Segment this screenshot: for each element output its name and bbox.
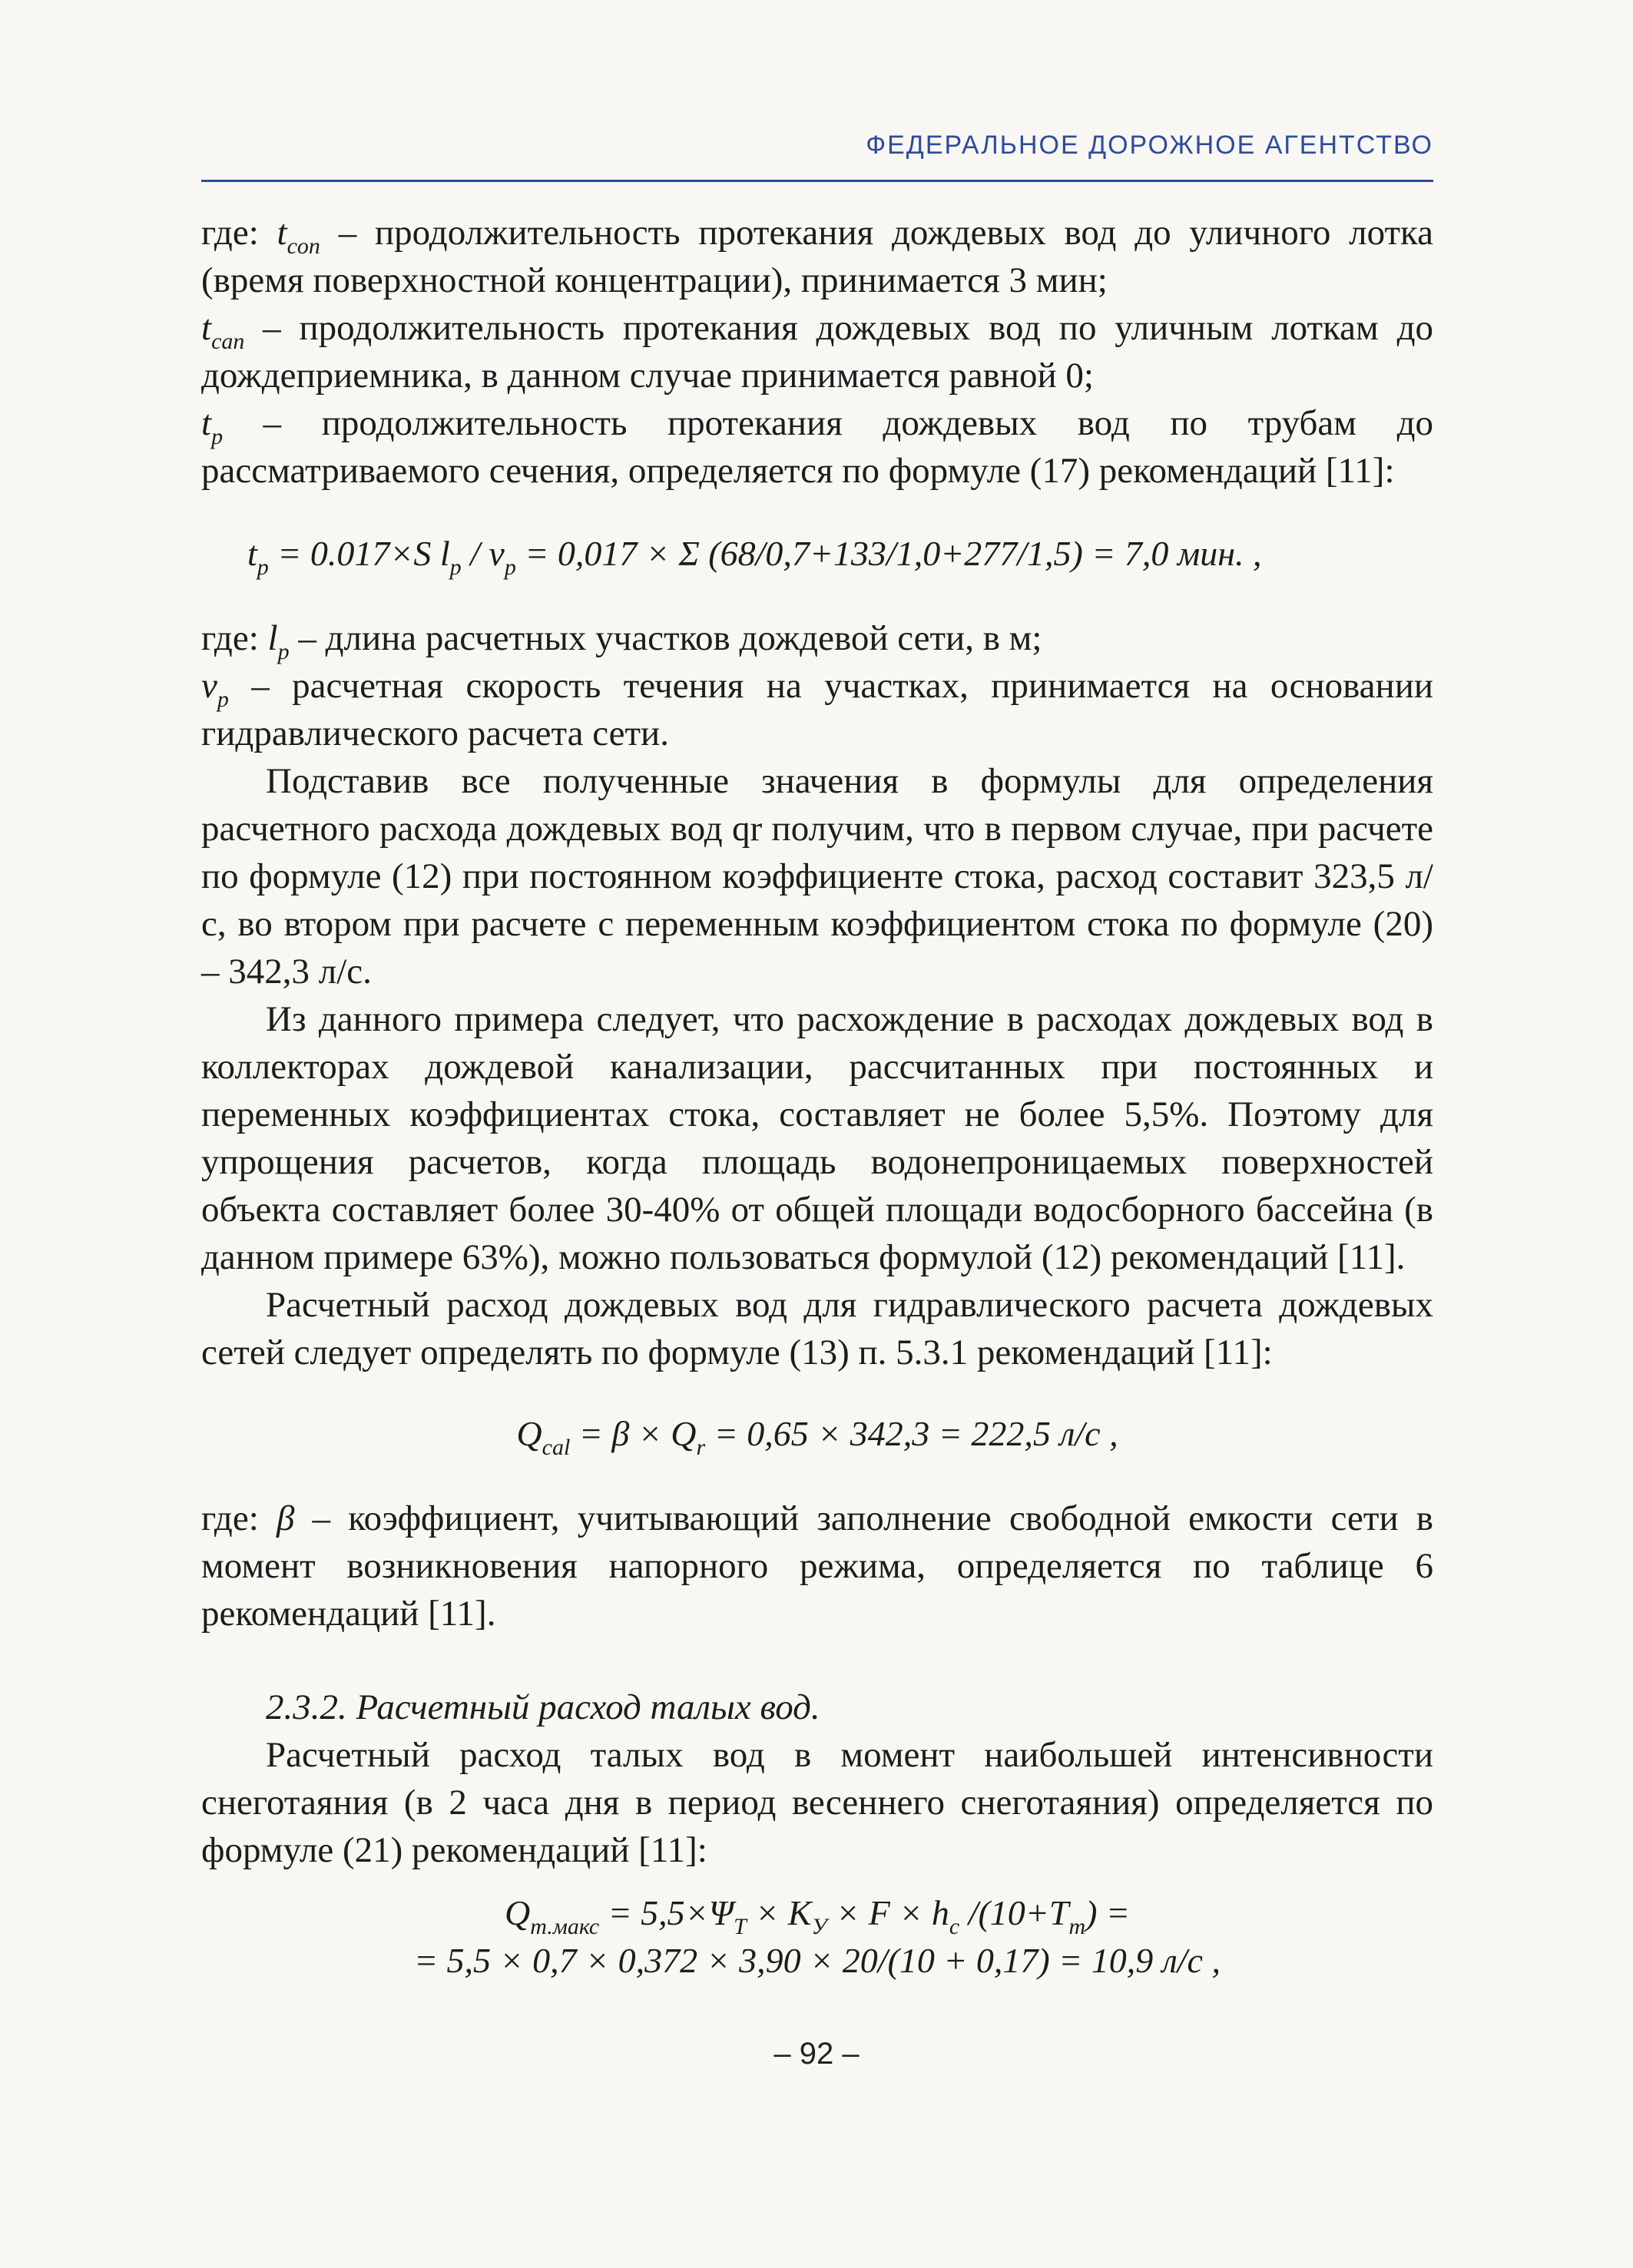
where-label: где: (201, 618, 268, 658)
subscript-p: p (277, 639, 290, 664)
symbol-v: v (201, 666, 217, 706)
formula-part: = 0,017 × Σ (68/0,7+133/1,0+277/1,5) = 7,0 мин. , (515, 534, 1262, 573)
section-heading: 2.3.2. Расчетный расход талых вод. (266, 1687, 820, 1727)
subscript-con: con (287, 233, 320, 259)
definition-text: – продолжительность протекания дождевых вод по уличным лоткам до дождеприемника, в данном случае принимается равной 0; (201, 308, 1433, 396)
definition-beta (201, 1495, 1433, 1637)
symbol-beta: β (276, 1498, 295, 1538)
definition-t-p (201, 399, 1433, 495)
subscript-p: p (217, 687, 229, 712)
formula-part: ) = (1085, 1893, 1130, 1932)
symbol-l: l (267, 618, 278, 658)
paragraph-3: Расчетный расход дождевых вод для гидравлического расчета дождевых сетей следует определять по формуле (13) п. 5.3.1 рекомендаций [11]: (201, 1285, 1433, 1372)
definition-text: – расчетная скорость течения на участках, принимается на основании гидравлического расчета сети. (201, 666, 1433, 753)
formula-subscript: c (949, 1914, 960, 1939)
symbol-t: t (201, 403, 212, 443)
definition-text: – продолжительность протекания дождевых вод до уличного лотка (время поверхностной концентрации), принимается 3 мин; (201, 213, 1433, 300)
subscript-p: p (211, 424, 224, 449)
formula-subscript: т.макс (530, 1914, 600, 1939)
formula-subscript: У (811, 1914, 827, 1939)
formula-symbol: Q (516, 1414, 542, 1453)
header-rule (201, 180, 1433, 182)
formula-part: = 5,5×Ψ (599, 1893, 734, 1932)
formula-part: = 0,65 × 342,3 = 222,5 л/с , (705, 1414, 1118, 1453)
formula-part: × F × h (826, 1893, 949, 1932)
paragraph-4: Расчетный расход талых вод в момент наибольшей интенсивности снеготаяния (в 2 часа дня в период весеннего снеготаяния) определяется по формуле (21) рекомендаций [11]: (201, 1735, 1433, 1870)
formula-subscript: p (257, 555, 269, 580)
formula-tp (201, 530, 1433, 578)
formula-subscript: T (734, 1914, 747, 1939)
where-label: где: (201, 213, 277, 253)
symbol-t: t (201, 308, 212, 348)
formula-part: × K (746, 1893, 812, 1932)
where-label: где: (201, 1498, 277, 1538)
definition-text: – длина расчетных участков дождевой сети, в м; (289, 618, 1042, 658)
formula-subscript: p (449, 555, 462, 580)
symbol-t: t (277, 213, 287, 253)
definition-text: – продолжительность протекания дождевых вод по трубам до рассматриваемого сечения, определяется по формуле (17) рекомендаций [11]: (201, 403, 1433, 491)
definition-l-p (201, 614, 1433, 662)
formula-part: / v (461, 534, 505, 573)
formula-qtmaks (201, 1889, 1433, 1937)
definition-text: – коэффициент, учитывающий заполнение свободной емкости сети в момент возникновения напорного режима, определяется по таблице 6 рекомендаций [11]. (201, 1498, 1433, 1634)
formula-qcal (201, 1410, 1433, 1458)
formula-subscript: p (504, 555, 516, 580)
formula-subscript: cal (542, 1435, 571, 1460)
subscript-can: can (211, 329, 245, 354)
page-body (201, 209, 1433, 1985)
definition-v-p (201, 662, 1433, 757)
formula-symbol: t (247, 534, 257, 573)
formula-part: = 0.017×S l (268, 534, 450, 573)
definition-t-can (201, 304, 1433, 399)
formula-part: = β × Q (570, 1414, 697, 1453)
paragraph-1: Подставив все полученные значения в формулы для определения расчетного расхода дождевых вод qr получим, что в первом случае, при расчете по формуле (12) при постоянном коэффициенте стока, расход составит 323,5 л/с, во втором при расчете с переменным коэффициентом стока по формуле (20) – 342,3 л/с. (201, 761, 1433, 992)
formula-symbol: Q (505, 1893, 531, 1932)
paragraph-2: Из данного примера следует, что расхождение в расходах дождевых вод в коллекторах дождевой канализации, рассчитанных при постоянных и переменных коэффициентах стока, составляет не более 5,5%. Поэтому для упрощения расчетов, когда площадь водонепроницаемых поверхностей объекта составляет более 30-40% от общей площади водосборного бассейна (в данном примере 63%), можно пользоваться формулой (12) рекомендаций [11]. (201, 999, 1433, 1277)
running-header: ФЕДЕРАЛЬНОЕ ДОРОЖНОЕ АГЕНТСТВО (866, 131, 1433, 160)
page-number: – 92 – (773, 2037, 860, 2071)
formula-part: /(10+T (959, 1893, 1069, 1932)
formula-subscript: m (1068, 1914, 1086, 1939)
formula-qtmaks-line2: = 5,5 × 0,7 × 0,372 × 3,90 × 20/(10 + 0,17) = 10,9 л/с , (414, 1941, 1221, 1980)
formula-subscript: r (696, 1435, 706, 1460)
definition-t-con (201, 209, 1433, 304)
